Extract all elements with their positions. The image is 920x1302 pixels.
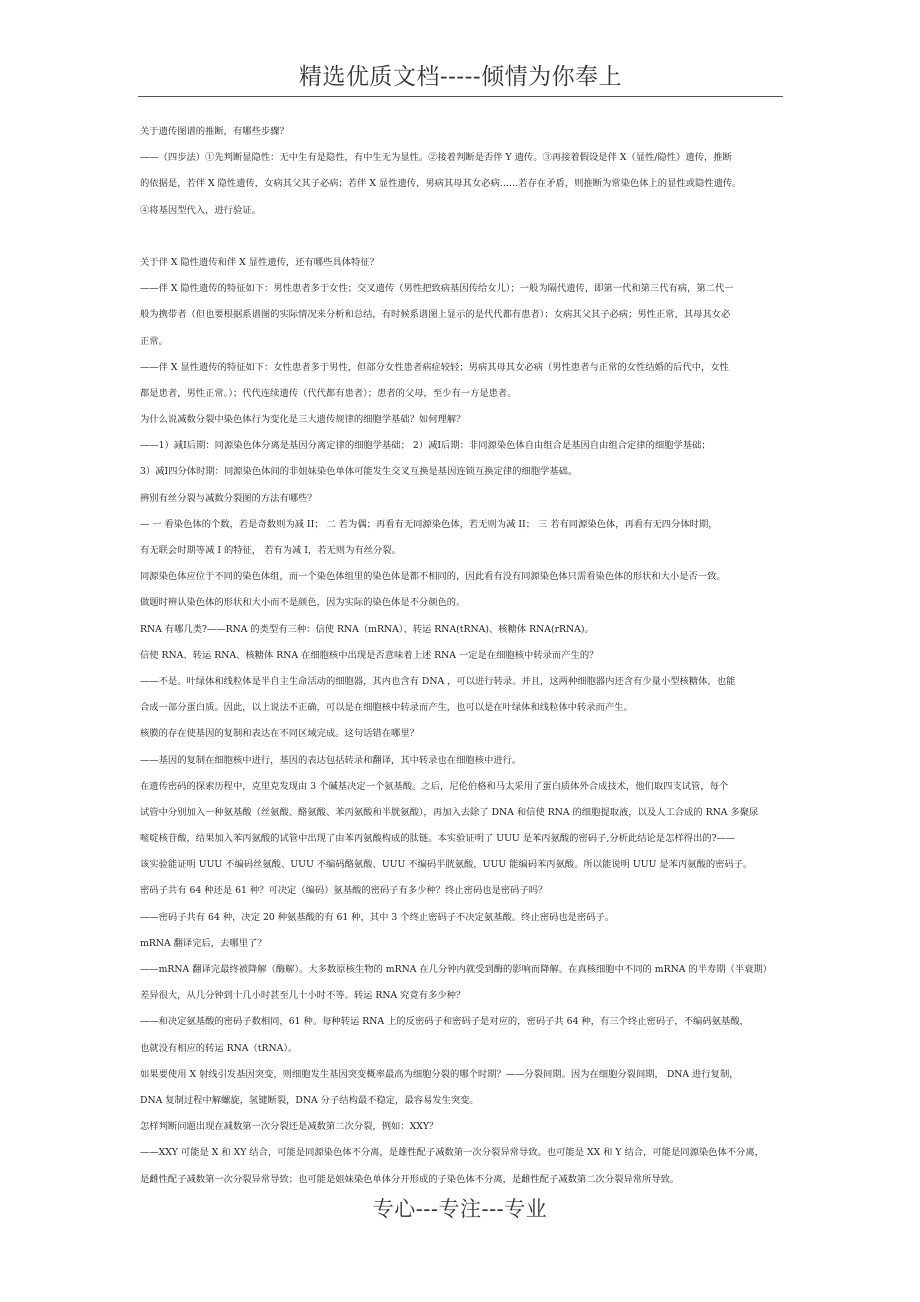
page-footer-text: 专心---专注---专业 — [372, 1197, 548, 1221]
text-line: 都是患者，男性正常。）；代代连续遗传（代代都有患者）；患者的父母，至少有一方是患者。 — [140, 387, 517, 399]
text-line: mRNA 翻译完后，去哪里了？ — [140, 937, 267, 949]
text-line: 差异很大，从几分钟到十几小时甚至几十小时不等。转运 RNA 究竟有多少种？ — [140, 990, 466, 1002]
text-line: 有无联会时期等减 I 的特征， 若有为减 I，若无则为有丝分裂。 — [140, 545, 401, 556]
text-line: 也就没有相应的转运 RNA（tRNA）。 — [140, 1042, 298, 1054]
text-line: 嘧啶核苷酸，结果加入苯丙氨酸的试管中出现了由苯丙氨酸构成的肽链。本实验证明了 UUU 是苯丙氨酸的密码子,分析此结论是怎样得出的?—— — [140, 833, 736, 845]
text-line: ——伴 X 显性遗传的特征如下：女性患者多于男性，但部分女性患者病症较轻；男病其母其女必病（男性患者与正常的女性结婚的后代中，女性 — [140, 361, 729, 373]
text-line: ④将基因型代入，进行验证。 — [140, 204, 261, 216]
text-line: 密码子共有 64 种还是 61 种？可决定（编码）氨基酸的密码子有多少种？终止密码也是密码子吗？ — [140, 885, 548, 897]
document-body — [140, 119, 790, 1193]
text-line: 的依据是，若伴 X 隐性遗传，女病其父其子必病；若伴 X 显性遗传，男病其母其女必病……若存在矛盾，则推断为常染色体上的显性或隐性遗传。 — [140, 178, 742, 190]
text-line: 正常。 — [140, 335, 168, 347]
text-line: 关于伴 X 隐性遗传和伴 X 显性遗传，还有哪些具体特征？ — [140, 256, 379, 268]
text-line: ——mRNA 翻译完最终被降解（酶解）。大多数原核生物的 mRNA 在几分钟内就受到酶的影响而降解。在真核细胞中不同的 mRNA 的半寿期（半衰期） — [140, 964, 773, 975]
page-header-title: 精选优质文档-----倾情为你奉上 — [298, 64, 623, 90]
blank-line — [140, 224, 790, 250]
text-line: 合成一部分蛋白质。因此，以上说法不正确，可以是在细胞核中转录而产生，也可以是在叶绿体和线粒体中转录而产生。 — [140, 702, 633, 714]
text-line: 核膜的存在使基因的复制和表达在不同区域完成。这句话错在哪里？ — [140, 728, 419, 740]
text-line: ——XXY 可能是 X 和 XY 结合，可能是同源染色体不分离，是雄性配子减数第一次分裂异常导致。也可能是 XX 和 Y 结合，可能是同源染色体不分离， — [140, 1147, 764, 1159]
text-line: 怎样判断问题出现在减数第一次分裂还是减数第二次分裂，例如：XXY？ — [140, 1121, 439, 1133]
text-line: 该实验能证明 UUU 不编码丝氨酸、UUU 不编码酪氨酸、UUU 不编码半胱氨酸，UUU 能编码苯丙氨酸。所以能说明 UUU 是苯丙氨酸的密码子。 — [140, 859, 753, 871]
text-line: 3）减Ⅰ四分体时期：同源染色体间的非姐妹染色单体可能发生交叉互换是基因连锁互换定律的细胞学基础。 — [140, 466, 578, 478]
text-line: — 一 看染色体的个数，若是奇数则为减 II； 二 若为偶；再看有无同源染色体，若无则为减 II； 三 若有同源染色体，再看有无四分体时期， — [140, 518, 718, 530]
text-line: ——（四步法）①先判断显隐性：无中生有是隐性，有中生无为显性。②接着判断是否伴 Y 遗传。③再接着假设是伴 X（显性/隐性）遗传，推断 — [140, 152, 732, 164]
text-line: DNA 复制过程中解螺旋，氢键断裂，DNA 分子结构最不稳定，最容易发生突变。 — [140, 1094, 479, 1106]
text-line: 试管中分别加入一种氨基酸（丝氨酸、酪氨酸、苯丙氨酸和半胱氨酸），再加入去除了 DNA 和信使 RNA 的细胞提取液，以及人工合成的 RNA 多聚尿 — [140, 806, 759, 818]
text-line: RNA 有哪几类?——RNA 的类型有三种：信使 RNA（mRNA）、转运 RNA(tRNA)、核糖体 RNA(rRNA)。 — [140, 623, 594, 635]
text-line: 在遗传密码的探索历程中，克里克发现由 3 个碱基决定一个氨基酸。之后，尼伦伯格和马太采用了蛋白质体外合成技术，他们取四支试管，每个 — [140, 780, 729, 792]
text-line: ——伴 X 隐性遗传的特征如下：男性患者多于女性；交叉遗传（男性把致病基因传给女儿）；一般为隔代遗传，即第一代和第三代有病，第二代一 — [140, 283, 734, 295]
text-line: ——1）减Ⅰ后期：同源染色体分离是基因分离定律的细胞学基础； 2）减Ⅰ后期：非同源染色体自由组合是基因自由组合定律的细胞学基础； — [140, 440, 711, 452]
text-line: ——不是。叶绿体和线粒体是半自主生命活动的细胞器，其内也含有 DNA ，可以进行转录。并且，这两种细胞器内还含有少量小型核糖体，也能 — [140, 675, 736, 687]
header-divider — [138, 96, 783, 97]
text-line: 同源染色体应位于不同的染色体组，而一个染色体组里的染色体是都不相同的，因此看有没有同源染色体只需看染色体的形状和大小是否一致。 — [140, 571, 726, 583]
text-line: 辨别有丝分裂与减数分裂图的方法有哪些？ — [140, 492, 317, 504]
text-line: 关于遗传图谱的推断，有哪些步骤？ — [140, 126, 289, 137]
text-line: ——密码子共有 64 种，决定 20 种氨基酸的有 61 种，其中 3 个终止密码子不决定氨基酸。终止密码也是密码子。 — [140, 911, 615, 923]
text-line: 如果要使用 X 射线引发基因突变，则细胞发生基因突变概率最高为细胞分裂的哪个时期？——分裂间期。因为在细胞分裂间期， DNA 进行复制， — [140, 1068, 739, 1080]
text-line: 做题时辨认染色体的形状和大小而不是颜色，因为实际的染色体是不分颜色的。 — [140, 597, 466, 609]
text-line: ——和决定氨基酸的密码子数相同，61 种。每种转运 RNA 上的反密码子和密码子是对应的，密码子共 64 种，有三个终止密码子，不编码氨基酸， — [140, 1016, 749, 1028]
text-line: 为什么说减数分裂中染色体行为变化是三大遗传规律的细胞学基础？如何理解？ — [140, 414, 466, 426]
text-line: 般为携带者（但也要根据系谱图的实际情况来分析和总结，有时候系谱图上显示的是代代都有患者）；女病其父其子必病；男性正常，其母其女必 — [140, 309, 731, 321]
text-line: 信使 RNA、转运 RNA、核糖体 RNA 在细胞核中出现是否意味着上述 RNA 一定是在细胞核中转录而产生的？ — [140, 649, 599, 661]
text-line: ——基因的复制在细胞核中进行，基因的表达包括转录和翻译，其中转录也在细胞核中进行。 — [140, 754, 522, 766]
text-line: 是雌性配子减数第一次分裂异常导致；也可能是姐妹染色单体分开形成的子染色体不分离，是雌性配子减数第二次分裂异常所导致。 — [140, 1173, 680, 1185]
